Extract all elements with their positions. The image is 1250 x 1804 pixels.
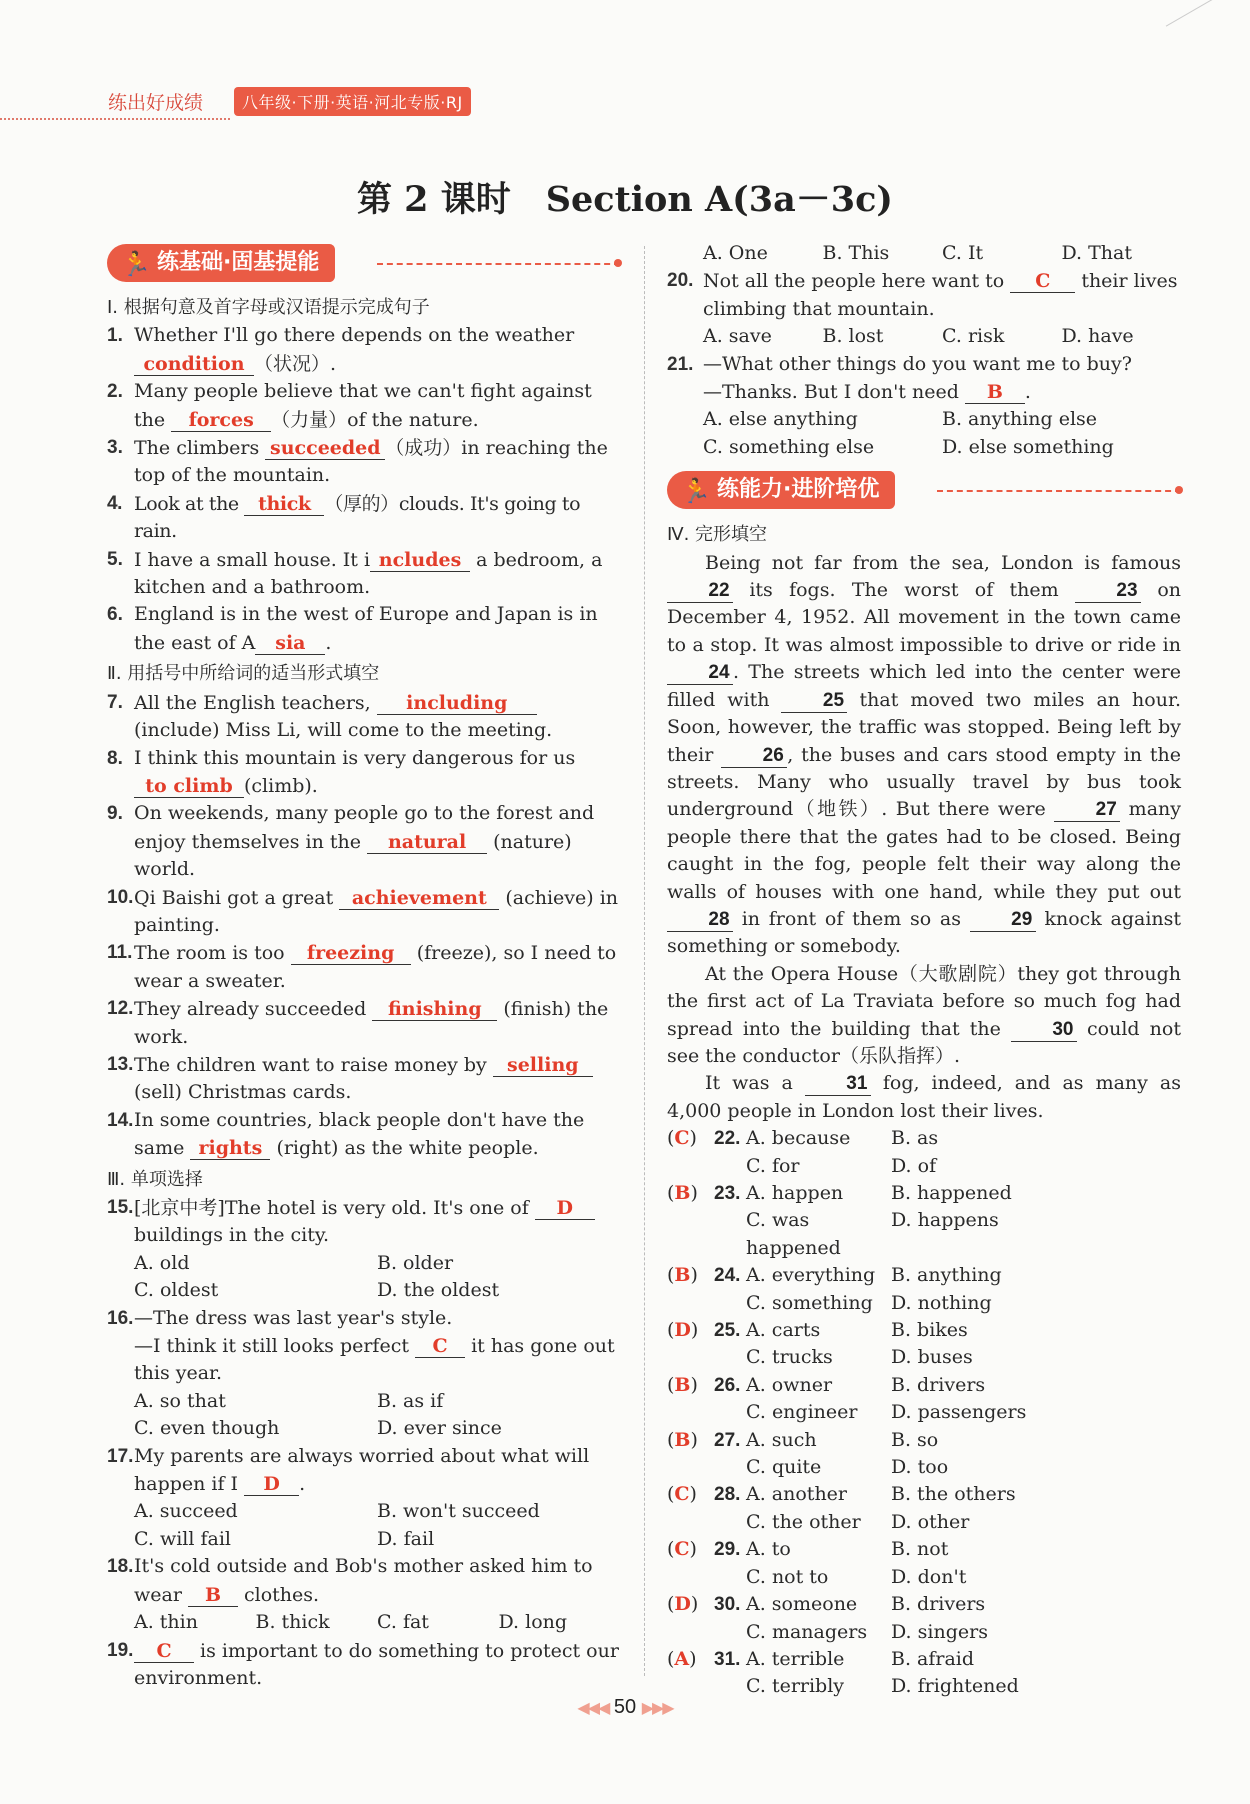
option: B. older bbox=[377, 1251, 454, 1274]
right-column bbox=[667, 240, 1181, 1701]
question-text: clothes. bbox=[244, 1583, 320, 1606]
option: D. the oldest bbox=[377, 1279, 500, 1302]
option: B. thick bbox=[255, 1611, 330, 1634]
question-text: —I think it still looks perfect bbox=[134, 1335, 409, 1358]
question-text: I think this mountain is very dangerous for us bbox=[134, 746, 576, 769]
band-ability-label bbox=[667, 471, 895, 509]
question-text: （力量）of the nature. bbox=[271, 408, 479, 431]
header-dotted-rule bbox=[0, 118, 230, 120]
question-4 bbox=[107, 490, 620, 546]
answer-blank: including bbox=[377, 689, 537, 715]
options-15 bbox=[107, 1250, 620, 1277]
question-20 bbox=[667, 267, 1181, 323]
cloze-answer-letter: C bbox=[674, 1483, 690, 1506]
cloze-option-row bbox=[667, 1125, 1181, 1152]
question-text: (climb). bbox=[244, 774, 318, 797]
question-number: 4. bbox=[107, 492, 123, 514]
cloze-text: knock against something or somebody. bbox=[667, 907, 1182, 958]
runner-icon: 🏃 bbox=[121, 250, 151, 278]
question-text: . bbox=[325, 631, 332, 654]
page-header bbox=[0, 82, 520, 122]
cloze-answer: (D) bbox=[667, 1319, 699, 1342]
cloze-option-row bbox=[667, 1180, 1181, 1207]
question-text: It's cold outside and Bob's mother asked him to wear bbox=[134, 1555, 593, 1606]
cloze-text: It was a bbox=[705, 1072, 793, 1095]
cloze-option-row bbox=[667, 1290, 1181, 1317]
cloze-option-row bbox=[667, 1399, 1181, 1426]
question-number: 7. bbox=[107, 691, 123, 713]
cloze-answer: (D) bbox=[667, 1593, 699, 1616]
question-number: 6. bbox=[107, 604, 123, 626]
answer-blank: C bbox=[1010, 267, 1075, 293]
option: B. as bbox=[891, 1127, 939, 1150]
options-21 bbox=[667, 406, 1181, 433]
option: D. have bbox=[1061, 325, 1134, 348]
question-text: (right) as the white people. bbox=[276, 1137, 539, 1160]
cloze-blank: 29 bbox=[970, 909, 1036, 932]
question-text: —What other things do you want me to buy? bbox=[703, 352, 1132, 375]
option: A. everything bbox=[746, 1264, 876, 1287]
cloze-option-row bbox=[667, 1509, 1181, 1536]
question-text: They already succeeded bbox=[134, 998, 367, 1021]
options-15b bbox=[107, 1277, 620, 1304]
cloze-number: 29. bbox=[714, 1539, 741, 1561]
cloze-answer: (B) bbox=[667, 1182, 698, 1204]
question-number: 17. bbox=[107, 1445, 134, 1467]
question-15 bbox=[107, 1194, 620, 1250]
question-text: The climbers bbox=[134, 437, 260, 460]
option: A. carts bbox=[746, 1319, 821, 1342]
option: C. will fail bbox=[134, 1527, 231, 1550]
option: B. anything else bbox=[942, 408, 1098, 431]
cloze-option-row bbox=[667, 1454, 1181, 1481]
option: B. happened bbox=[891, 1182, 1012, 1204]
answer-blank: sia bbox=[255, 629, 325, 655]
option: C. oldest bbox=[134, 1279, 219, 1302]
question-number: 16. bbox=[107, 1307, 134, 1329]
cloze-options bbox=[667, 1125, 1181, 1701]
answer-blank: thick bbox=[244, 490, 324, 516]
cloze-blank: 23 bbox=[1075, 580, 1141, 603]
question-number: 12. bbox=[107, 998, 134, 1020]
question-text: it has gone out this year. bbox=[134, 1335, 615, 1385]
band-ability-text: 练能力·进阶培优 bbox=[717, 477, 880, 503]
band-dash-line bbox=[937, 490, 1181, 492]
cloze-answer: (B) bbox=[667, 1373, 698, 1396]
question-text: In some countries, black people don't have the same bbox=[134, 1108, 585, 1160]
question-number: 8. bbox=[107, 747, 123, 769]
cloze-option-row bbox=[667, 1207, 1181, 1262]
option: B. the others bbox=[891, 1483, 1016, 1506]
header-brand: 练出好成绩 bbox=[108, 92, 204, 114]
option: C. something bbox=[746, 1291, 873, 1314]
answer-blank: freezing bbox=[291, 939, 411, 965]
option: D. That bbox=[1061, 242, 1133, 264]
option: C. risk bbox=[942, 325, 1005, 348]
question-text: (freeze), so I need to wear a sweater. bbox=[134, 942, 617, 992]
option: B. anything bbox=[891, 1264, 1002, 1287]
cloze-text: Being not far from the sea, London is famous bbox=[705, 551, 1181, 574]
cloze-text: on December 4, 1952. All movement in the town came to a stop. It was almost impossible to drive or ride in bbox=[667, 579, 1181, 656]
cloze-text: fog, indeed, and as many as 4,000 people in London lost their lives. bbox=[667, 1072, 1181, 1122]
question-text: My parents are always worried about what will happen if I bbox=[134, 1444, 590, 1496]
answer-blank: forces bbox=[171, 406, 271, 432]
option: D. buses bbox=[891, 1346, 973, 1369]
cloze-option-row bbox=[667, 1372, 1181, 1399]
question-text: (finish) the work. bbox=[134, 998, 609, 1048]
band-dot bbox=[614, 259, 622, 267]
cloze-option-row bbox=[667, 1591, 1181, 1618]
question-number: 1. bbox=[107, 325, 123, 347]
cloze-blank: 28 bbox=[667, 909, 733, 932]
cloze-option-row bbox=[667, 1427, 1181, 1454]
answer-blank: succeeded bbox=[265, 434, 385, 460]
question-text: [北京中考]The hotel is very old. It's one of bbox=[134, 1197, 529, 1219]
cloze-option-row bbox=[667, 1262, 1181, 1289]
option: B. as if bbox=[377, 1389, 444, 1412]
cloze-answer: (C) bbox=[667, 1483, 697, 1506]
option: D. singers bbox=[891, 1620, 988, 1643]
option: C. quite bbox=[746, 1456, 822, 1479]
option: A. because bbox=[746, 1127, 851, 1150]
option: C. not to bbox=[746, 1565, 829, 1588]
runner-icon: 🏃 bbox=[681, 477, 711, 506]
question-text: Look at the bbox=[134, 492, 239, 515]
cloze-number: 30. bbox=[714, 1594, 741, 1616]
option: A. save bbox=[703, 325, 772, 348]
option: B. not bbox=[891, 1538, 949, 1561]
question-number: 14. bbox=[107, 1109, 134, 1131]
answer-blank: finishing bbox=[372, 995, 497, 1021]
page-corner-curl bbox=[1166, 0, 1238, 61]
cloze-option-row bbox=[667, 1564, 1181, 1591]
question-17 bbox=[107, 1443, 620, 1499]
option: D. don't bbox=[891, 1565, 967, 1588]
answer-blank: achievement bbox=[339, 884, 499, 910]
question-text: —The dress was last year's style. bbox=[134, 1306, 453, 1329]
options-19 bbox=[667, 240, 1181, 267]
option: C. fat bbox=[377, 1611, 429, 1634]
question-number: 10. bbox=[107, 886, 134, 908]
cloze-number: 28. bbox=[714, 1484, 741, 1506]
page-footer bbox=[0, 1696, 1250, 1719]
options-16 bbox=[107, 1388, 620, 1415]
question-text: (nature) world. bbox=[134, 830, 572, 881]
option: B. afraid bbox=[891, 1647, 975, 1670]
question-21 bbox=[667, 351, 1181, 407]
question-text: (include) Miss Li, will come to the meeting. bbox=[134, 719, 553, 742]
options-21b bbox=[667, 434, 1181, 461]
cloze-text: , the buses and cars stood empty in the streets. Many who usually travel by bus took underground（地铁）. But there were bbox=[667, 743, 1181, 821]
option: B. drivers bbox=[891, 1593, 986, 1616]
cloze-number: 26. bbox=[714, 1374, 741, 1396]
question-text: England is in the west of Europe and Japan is in the east of A bbox=[134, 603, 598, 654]
question-number: 19. bbox=[107, 1639, 134, 1661]
option: A. such bbox=[746, 1428, 817, 1451]
question-12 bbox=[107, 995, 620, 1051]
cloze-answer-letter: C bbox=[674, 1127, 690, 1150]
option: C. the other bbox=[746, 1510, 861, 1533]
option: B. lost bbox=[822, 325, 884, 348]
question-text: (achieve) in painting. bbox=[134, 886, 619, 936]
option: D. nothing bbox=[891, 1291, 992, 1314]
cloze-answer-letter: B bbox=[674, 1264, 691, 1287]
option: D. of bbox=[891, 1154, 937, 1177]
answer-blank: B bbox=[965, 378, 1025, 404]
answer-blank: selling bbox=[493, 1051, 593, 1077]
question-6 bbox=[107, 601, 620, 657]
option: C. even though bbox=[134, 1417, 280, 1440]
cloze-answer-letter: D bbox=[674, 1319, 691, 1342]
cloze-answer: (C) bbox=[667, 1127, 697, 1150]
question-text: On weekends, many people go to the forest and enjoy themselves in the bbox=[134, 802, 595, 853]
left-column bbox=[107, 240, 620, 1692]
cloze-paragraph-2 bbox=[667, 961, 1181, 1071]
cloze-answer-letter: B bbox=[674, 1373, 691, 1396]
band-basic bbox=[107, 242, 620, 286]
option: A. owner bbox=[746, 1373, 833, 1396]
option: D. frightened bbox=[891, 1675, 1019, 1698]
question-13 bbox=[107, 1051, 620, 1107]
cloze-text: . The streets which led into the center were filled with bbox=[667, 661, 1181, 711]
cloze-text: could not see the conductor（乐队指挥）. bbox=[667, 1017, 1181, 1067]
question-text: The children want to raise money by bbox=[134, 1053, 487, 1076]
question-text: Qi Baishi got a great bbox=[134, 886, 334, 909]
question-text: （状况）. bbox=[254, 352, 337, 375]
question-number: 20. bbox=[667, 270, 694, 292]
answer-blank: condition bbox=[134, 350, 254, 376]
question-2 bbox=[107, 378, 620, 434]
cloze-option-row bbox=[667, 1317, 1181, 1344]
column-divider bbox=[644, 246, 645, 1676]
cloze-option-row bbox=[667, 1481, 1181, 1508]
option: A. to bbox=[746, 1538, 791, 1561]
question-18 bbox=[107, 1553, 620, 1609]
band-basic-label bbox=[107, 244, 335, 282]
band-basic-text: 练基础·固基提能 bbox=[157, 250, 320, 275]
cloze-answer: (A) bbox=[667, 1647, 697, 1670]
cloze-number: 23. bbox=[714, 1183, 741, 1204]
cloze-text: that moved two miles an hour. Soon, however, the traffic was stopped. Being left by their bbox=[667, 688, 1181, 766]
answer-blank: ncludes bbox=[370, 546, 470, 572]
option: C. It bbox=[942, 242, 984, 264]
cloze-blank: 24 bbox=[667, 662, 733, 685]
cloze-number: 22. bbox=[714, 1128, 741, 1150]
answer-blank: C bbox=[134, 1637, 194, 1663]
cloze-blank: 25 bbox=[781, 690, 847, 713]
option: C. something else bbox=[703, 435, 875, 458]
question-10 bbox=[107, 884, 620, 940]
question-text: (sell) Christmas cards. bbox=[134, 1081, 352, 1104]
cloze-answer-letter: C bbox=[674, 1538, 690, 1561]
question-5 bbox=[107, 546, 620, 602]
cloze-option-row bbox=[667, 1536, 1181, 1563]
section-2-heading: Ⅱ. 用括号中所给词的适当形式填空 bbox=[107, 663, 380, 685]
cloze-number: 24. bbox=[714, 1265, 741, 1287]
option: B. bikes bbox=[891, 1319, 968, 1342]
question-19 bbox=[107, 1637, 620, 1693]
cloze-blank: 22 bbox=[667, 580, 733, 603]
band-dash-line bbox=[377, 263, 620, 265]
question-number: 21. bbox=[667, 353, 694, 375]
question-text: Not all the people here want to bbox=[703, 270, 1005, 293]
cloze-option-row bbox=[667, 1646, 1181, 1673]
page-title: 第 2 课时 Section A(3a－3c) bbox=[357, 179, 893, 220]
option: A. happen bbox=[746, 1182, 844, 1204]
cloze-answer: (B) bbox=[667, 1428, 698, 1451]
question-text: Whether I'll go there depends on the weather bbox=[134, 324, 575, 347]
cloze-blank: 26 bbox=[721, 745, 787, 768]
question-text: —Thanks. But I don't need bbox=[703, 381, 959, 404]
cloze-answer-letter: A bbox=[674, 1647, 690, 1670]
question-14 bbox=[107, 1107, 620, 1163]
option: B. drivers bbox=[891, 1373, 986, 1396]
question-number: 2. bbox=[107, 381, 123, 403]
cloze-option-row bbox=[667, 1153, 1181, 1180]
options-20 bbox=[667, 323, 1181, 350]
question-text: All the English teachers, bbox=[134, 691, 371, 714]
option: A. else anything bbox=[703, 408, 858, 431]
option: D. ever since bbox=[377, 1417, 502, 1440]
question-text: Many people believe that we can't fight against the bbox=[134, 380, 592, 431]
question-8 bbox=[107, 745, 620, 801]
question-9 bbox=[107, 800, 620, 883]
answer-blank: natural bbox=[367, 828, 487, 854]
option: D. passengers bbox=[891, 1401, 1027, 1424]
option: A. succeed bbox=[134, 1500, 238, 1523]
question-text: a bedroom, a kitchen and a bathroom. bbox=[134, 548, 603, 599]
option: B. won't succeed bbox=[377, 1500, 540, 1523]
question-number: 15. bbox=[107, 1197, 134, 1218]
cloze-answer-letter: B bbox=[674, 1428, 691, 1451]
question-text: . bbox=[1024, 381, 1031, 404]
question-text: I have a small house. It i bbox=[134, 548, 371, 571]
cloze-text: many people there that the gates had to be closed. Being caught in the fog, people felt their way along the walls of houses with one hand, while they put out bbox=[667, 798, 1181, 903]
option: A. someone bbox=[746, 1593, 858, 1616]
cloze-number: 31. bbox=[714, 1648, 741, 1670]
option: D. happens bbox=[891, 1209, 999, 1232]
option: A. old bbox=[134, 1251, 190, 1274]
band-ability bbox=[667, 469, 1181, 513]
option: A. terrible bbox=[746, 1647, 845, 1670]
answer-blank: D bbox=[244, 1470, 299, 1496]
section-3-heading: Ⅲ. 单项选择 bbox=[107, 1168, 203, 1190]
question-number: 5. bbox=[107, 548, 123, 570]
question-number: 11. bbox=[107, 942, 133, 964]
question-11 bbox=[107, 939, 620, 995]
option: D. long bbox=[498, 1611, 568, 1634]
option: C. managers bbox=[746, 1620, 868, 1643]
next-arrows-icon: ▶▶▶ bbox=[641, 1700, 673, 1717]
cloze-option-row bbox=[667, 1344, 1181, 1371]
question-text: （成功）in reaching the top of the mountain. bbox=[134, 437, 608, 487]
cloze-blank: 27 bbox=[1054, 799, 1120, 822]
question-number: 3. bbox=[107, 437, 123, 459]
question-text: （厚的）clouds. It's going to rain. bbox=[134, 492, 581, 543]
cloze-paragraph-3 bbox=[667, 1070, 1181, 1125]
cloze-text: in front of them so as bbox=[741, 907, 961, 930]
question-1 bbox=[107, 322, 620, 378]
option: C. engineer bbox=[746, 1401, 858, 1424]
header-book-tag: 八年级·下册·英语·河北专版·RJ bbox=[234, 87, 471, 116]
option: C. for bbox=[746, 1154, 800, 1177]
section-4-heading: Ⅳ. 完形填空 bbox=[667, 524, 768, 546]
option: A. so that bbox=[134, 1389, 226, 1412]
option: C. terribly bbox=[746, 1675, 845, 1698]
question-text: . bbox=[299, 1473, 306, 1496]
question-number: 9. bbox=[107, 803, 123, 825]
answer-blank: D bbox=[535, 1194, 595, 1220]
option: C. trucks bbox=[746, 1346, 833, 1369]
cloze-blank: 30 bbox=[1011, 1019, 1077, 1042]
option: A. thin bbox=[134, 1611, 198, 1634]
prev-arrows-icon: ◀◀◀ bbox=[577, 1700, 609, 1717]
cloze-answer: (B) bbox=[667, 1264, 698, 1287]
question-text: their lives climbing that mountain. bbox=[703, 270, 1178, 320]
options-17 bbox=[107, 1498, 620, 1525]
band-dot bbox=[1175, 486, 1183, 494]
question-text: The room is too bbox=[134, 942, 285, 965]
option: B. This bbox=[822, 242, 890, 264]
option: D. too bbox=[891, 1456, 949, 1479]
cloze-answer-letter: D bbox=[674, 1593, 691, 1616]
answer-blank: B bbox=[188, 1581, 238, 1607]
question-number: 13. bbox=[107, 1053, 134, 1075]
cloze-number: 27. bbox=[714, 1429, 741, 1451]
option: D. fail bbox=[377, 1527, 435, 1550]
option: C. was happened bbox=[746, 1209, 841, 1259]
section-1-heading: Ⅰ. 根据句意及首字母或汉语提示完成句子 bbox=[107, 297, 430, 318]
options-17b bbox=[107, 1526, 620, 1553]
question-number: 18. bbox=[107, 1556, 134, 1578]
option: A. another bbox=[746, 1483, 848, 1506]
cloze-option-row bbox=[667, 1619, 1181, 1646]
cloze-text: At the Opera House（大歌剧院）they got through the first act of La Traviata before so much fog had spread into the building that the bbox=[667, 962, 1181, 1040]
option: D. other bbox=[891, 1510, 970, 1533]
question-16 bbox=[107, 1305, 620, 1388]
cloze-text: its fogs. The worst of them bbox=[749, 579, 1059, 602]
question-7 bbox=[107, 689, 620, 745]
page-number: 50 bbox=[613, 1696, 637, 1718]
cloze-number: 25. bbox=[714, 1320, 741, 1342]
cloze-paragraph-1 bbox=[667, 550, 1181, 961]
answer-blank: rights bbox=[190, 1134, 270, 1160]
question-3 bbox=[107, 434, 620, 490]
options-18 bbox=[107, 1609, 620, 1636]
cloze-answer-letter: B bbox=[674, 1182, 691, 1204]
option: B. so bbox=[891, 1428, 939, 1451]
question-text: is important to do something to protect our environment. bbox=[134, 1639, 619, 1689]
cloze-blank: 31 bbox=[805, 1073, 871, 1096]
question-text: buildings in the city. bbox=[134, 1224, 330, 1247]
answer-blank: to climb bbox=[134, 772, 244, 798]
answer-blank: C bbox=[415, 1332, 465, 1358]
cloze-answer: (C) bbox=[667, 1538, 697, 1561]
options-16b bbox=[107, 1415, 620, 1442]
option: A. One bbox=[703, 242, 768, 264]
option: D. else something bbox=[942, 435, 1114, 458]
